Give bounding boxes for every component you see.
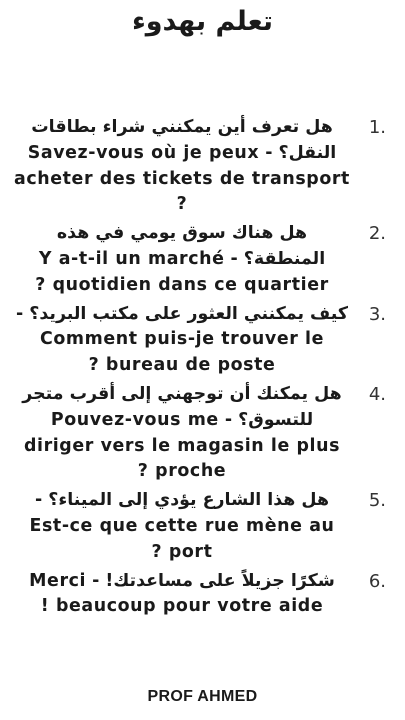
list-item [14, 115, 386, 218]
list-item [14, 302, 386, 379]
item-number: 3. [368, 303, 386, 325]
phrase-text: هل تعرف أين يمكنني شراء بطاقات النقل؟ - Savez-vous où je peux acheter des tickets de transport ? [14, 117, 350, 215]
list-item [14, 382, 386, 485]
phrase-text: شكرًا جزيلاً على مساعدتك! - Merci beaucoup pour votre aide ! [29, 570, 335, 617]
item-number: 4. [368, 383, 386, 405]
phrase-text: هل هذا الشارع يؤدي إلى الميناء؟ - Est-ce que cette rue mène au port ? [29, 490, 335, 562]
phrase-list [14, 115, 386, 623]
page-title: تعلم بهدوء [131, 6, 274, 37]
phrase-text: هل هناك سوق يومي في هذه المنطقة؟ - Y a-t-il un marché quotidien dans ce quartier ? [35, 223, 329, 295]
phrase-text: هل يمكنك أن توجهني إلى أقرب متجر للتسوق؟ - Pouvez-vous me diriger vers le magasin le plus proche ? [22, 383, 342, 482]
author-credit: PROF AHMED [147, 688, 258, 705]
list-item [14, 488, 386, 565]
list-item [14, 569, 386, 621]
item-number: 2. [368, 223, 386, 245]
item-number: 5. [368, 490, 386, 512]
item-number: 6. [368, 570, 386, 592]
item-number: 1. [368, 117, 386, 138]
phrase-text: كيف يمكنني العثور على مكتب البريد؟ - Comment puis-je trouver le bureau de poste ? [16, 303, 348, 376]
list-item [14, 221, 386, 298]
